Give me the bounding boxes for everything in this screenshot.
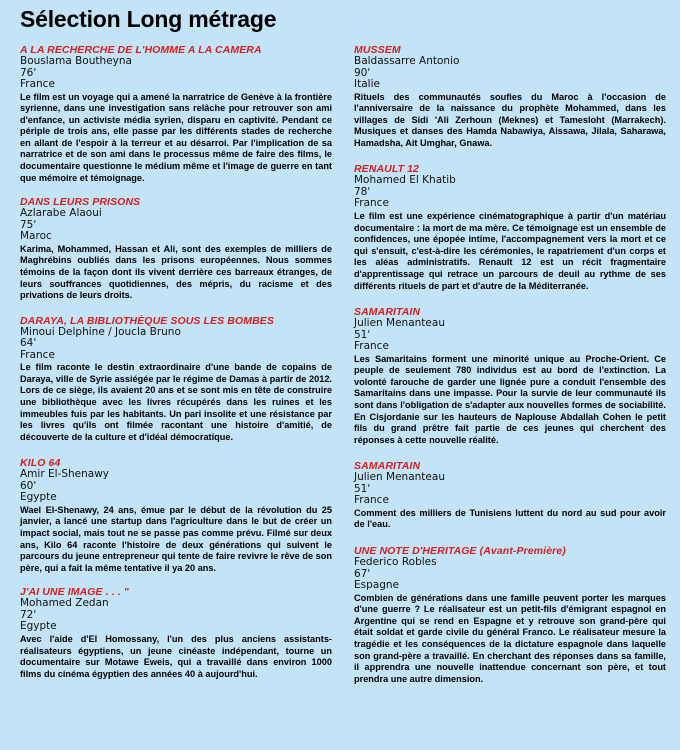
film-country: Maroc [20, 230, 52, 243]
film-duration: 60' [20, 479, 37, 492]
film-duration: 64' [20, 337, 37, 350]
film-country: France [20, 348, 55, 361]
film-director: Baldassarre Antonio [354, 55, 460, 67]
film-entry [20, 315, 332, 444]
film-entry [20, 457, 332, 574]
film-title: RENAULT 12 [354, 163, 419, 176]
film-duration: 67' [354, 567, 371, 580]
film-synopsis: Le film raconte le destin extraordinaire d'une bande de copains de Daraya, ville de Syrie assiégée par le régime de Damas à partir de 2012. Lors de ce siège, ils avaient 20 ans et se sont mis en tête de construire une bibliothèque avec les livres récupérés dans les ruines et les immeubles fuis par les habitants. Un pari insolite et une résistance par les livres qu'ils ont filmée racontant une histoire d'amitié, de découverte de la culture et d'idéal démocratique. [20, 362, 332, 442]
film-synopsis: Les Samaritains forment une minorité unique au Proche-Orient. Ce peuple de seulement 780 individus est au bord de l'extinction. La volonté farouche de garder une lignée pure a conduit l'ensemble des Samaritains dans une impasse. Pour la survie de leur communauté ils sont dans l'obligation de s'adapter aux nouvelles formes de sociabilité. En Cisjordanie sur les hauteurs de Naplouse Abdallah Cohen le petit fils du grand prêtre fait partie de ces jeunes qui cherchent des réponses à cette nouvelle réalité. [354, 353, 666, 445]
film-director: Amir El-Shenawy [20, 468, 109, 481]
film-entry [20, 586, 332, 680]
film-director: Mohamed Zedan [20, 597, 109, 610]
film-entry [20, 44, 332, 184]
film-entry [20, 196, 332, 301]
film-duration: 75' [20, 218, 37, 231]
film-title: KILO 64 [20, 457, 61, 470]
film-synopsis: Comment des milliers de Tunisiens luttent du nord au sud pour avoir de l'eau. [354, 507, 666, 530]
film-duration: 51' [354, 482, 371, 495]
left-column [20, 44, 332, 680]
film-country: France [354, 197, 389, 210]
film-duration: 72' [20, 608, 37, 621]
film-entry [354, 163, 666, 292]
film-director: Minoui Delphine / Joucla Bruno [20, 325, 181, 338]
film-title: SAMARITAIN [354, 306, 421, 319]
film-synopsis: Wael El-Shenawy, 24 ans, émue par le début de la révolution du 25 janvier, a lancé une startup dans l'agriculture dans le but de créer un impact social, mais tout ne se passe pas comme prévu. Filmé sur deux ans, Kilo 64 raconte l'histoire de deux générations qui suivent le parcours du jeune entrepreneur qui tente de faire revivre le rêve de son père, qui a fait la même tentative il ya 20 ans. [20, 504, 332, 573]
film-country: Italie [354, 78, 380, 90]
film-entry [354, 44, 666, 149]
film-title: J'AI UNE IMAGE . . . " [20, 586, 129, 599]
film-entry [354, 545, 666, 685]
right-column [354, 44, 666, 685]
film-title: A LA RECHERCHE DE L'HOMME A LA CAMERA [20, 44, 262, 56]
film-synopsis: Avec l'aide d'El Homossany, l'un des plus anciens assistants-réalisateurs égyptiens, un jeune cinéaste indépendant, tourne un documentaire sur Motawe Eweis, qui a travaillé dans environ 1000 films du cinéma égyptien des années 40 à aujourd'hui. [20, 633, 332, 679]
film-country: Egypte [20, 491, 57, 504]
film-director: Bouslama Boutheyna [20, 55, 132, 67]
film-entry [354, 306, 666, 446]
film-director: Federico Robles [354, 556, 437, 569]
film-duration: 51' [354, 328, 371, 341]
film-duration: 76' [20, 66, 37, 79]
film-country: France [20, 78, 55, 90]
film-title: MUSSEM [354, 44, 401, 56]
film-synopsis: Le film est une expérience cinématographique à partir d'un matériau documentaire : la mort de ma mère. Ce témoignage est un ensemble de confidences, une épopée intime, l'accompagnement vers la mort et ce qui s'ensuit, c'est-à-dire les cérémonies, le rapatriement d'un corps et les aléas administratifs. Renault 12 est un récit fragmentaire d'apprentissage qui retrace un parcours de deuil au rythme de ses différents rituels de part et d'autre de la Méditerranée. [354, 210, 666, 291]
film-title: SAMARITAIN [354, 460, 421, 473]
film-title: DANS LEURS PRISONS [20, 196, 141, 209]
film-director: Mohamed El Khatib [354, 174, 456, 187]
film-director: Julien Menanteau [354, 317, 445, 330]
film-title: UNE NOTE D'HERITAGE (Avant-Première) [354, 545, 566, 558]
page-title: Sélection Long métrage [20, 6, 277, 32]
film-duration: 78' [354, 185, 371, 198]
film-entry [354, 460, 666, 531]
film-title: DARAYA, LA BIBLIOTHÈQUE SOUS LES BOMBES [20, 314, 274, 327]
film-country: France [354, 340, 389, 353]
film-director: Azlarabe Alaoui [20, 207, 102, 220]
film-synopsis: Karima, Mohammed, Hassan et Ali, sont des exemples de milliers de Maghrébins oubliés dans les prisons européennes. Nous sommes témoins de la façon dont ils vivent derrière ces barreaux étranges, de leurs souffrances quotidiennes, des mépris, du racisme et des privations de leurs droits. [20, 243, 332, 301]
film-country: France [354, 494, 389, 507]
film-country: Egypte [20, 620, 57, 633]
film-country: Espagne [354, 579, 399, 592]
film-director: Julien Menanteau [354, 471, 445, 484]
film-synopsis: Rituels des communautés soufies du Maroc à l'occasion de l'anniversaire de la naissance du prophète Mohammed, dans les villages de Sidi 'Ali Zerhoun (Meknes) et Tamesloht (Marrakech). Musiques et danses des Hamda Nabawiya, Aissawa, Jilala, Saharawa, Hamadsha, Ait Umghar, Gnawa. [354, 91, 666, 148]
film-synopsis: Le film est un voyage qui a amené la narratrice de Genève à la frontière syrienne, dans une investigation sans relâche pour retrouver son ami d'enfance, un activiste média syrien, disparu en captivité. Pendant ce périple de trois ans, elle passe par les différents stades de recherche en allant de l'espoir à la terreur et au désarroi. Par l'implication de sa narratrice et de son ami dans le processus même de faire des films, le documentaire questionne le médium même et l'image de guerre en tant que mémoire et témoignage. [20, 91, 332, 183]
film-synopsis: Combien de générations dans une famille peuvent porter les marques d'une guerre ? Le réalisateur est un petit-fils d'émigrant espagnol en Argentine qui se rend en Espagne et y retrouve son grand-père qui était soldat et garde civile du général Franco. Le réalisateur mesure la tragédie et les conséquences de la dictature espagnole dans laquelle son grand-père a travaillé. En cherchant des réponses dans sa famille, il apprendra une nouvelle inattendue concernant son père, et tout prendra une autre dimension. [354, 592, 666, 684]
film-duration: 90' [354, 66, 371, 79]
